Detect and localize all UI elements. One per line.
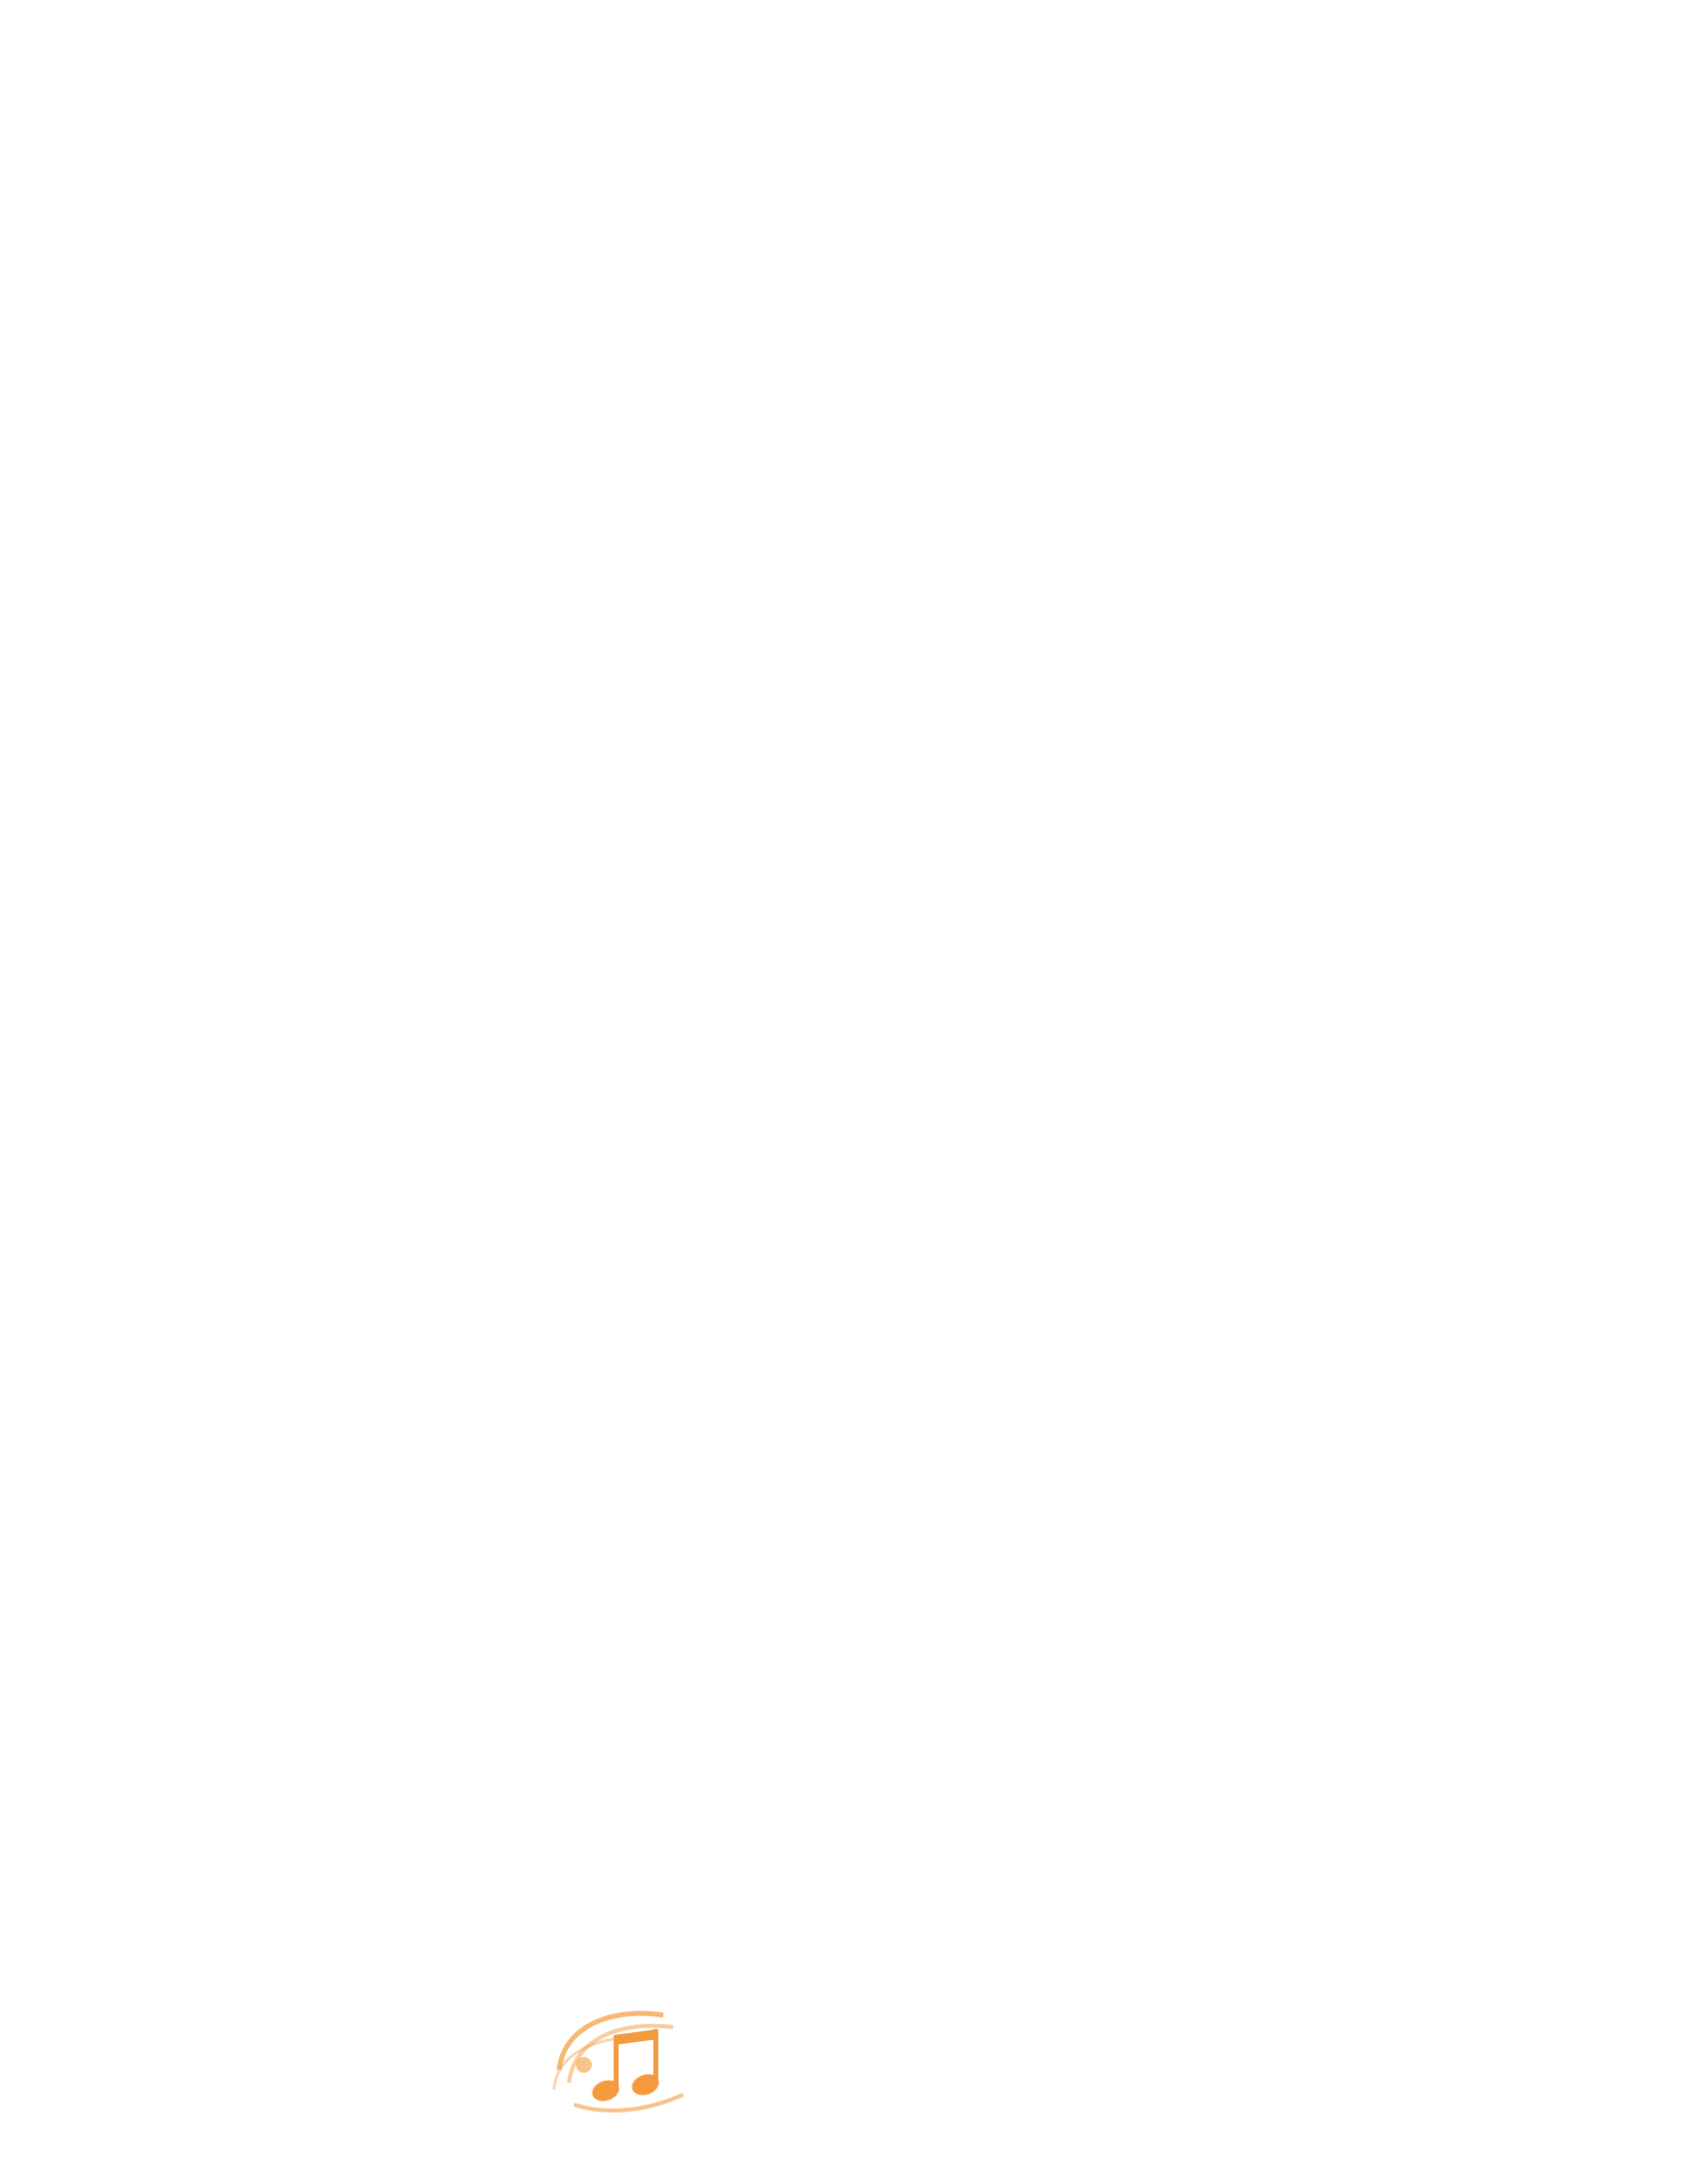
music-notes-icon xyxy=(554,2013,683,2111)
bloghocpiano-logo xyxy=(544,1995,1160,2124)
staff-dieu-nam-ai xyxy=(204,1459,1484,1569)
staff-dieu-nam-xuan xyxy=(204,1047,1484,1157)
staff-dieu-bac xyxy=(204,442,1484,551)
